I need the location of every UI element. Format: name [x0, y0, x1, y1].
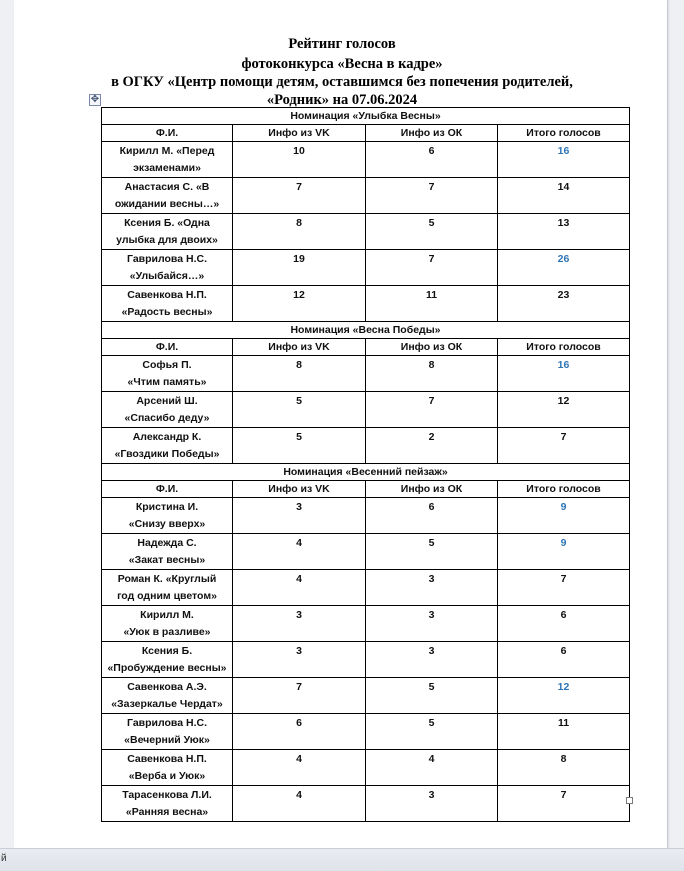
- participant-cell: [102, 392, 233, 428]
- table-move-handle-icon[interactable]: ✥: [90, 94, 100, 105]
- table-row: [102, 286, 630, 322]
- participant-name: Савенкова А.Э.: [127, 681, 207, 693]
- title-line-2: фотоконкурса «Весна в кадре»: [241, 56, 443, 72]
- ok-votes-cell: 2: [366, 428, 498, 464]
- photo-title: «Радость весны»: [121, 306, 213, 318]
- table-row: [102, 678, 630, 714]
- photo-title: «Вечерний Уюк»: [124, 734, 210, 746]
- ok-votes-cell: 7: [366, 178, 498, 214]
- participant-cell: [102, 356, 233, 392]
- table-row: [102, 250, 630, 286]
- table-row: [102, 142, 630, 178]
- participant-cell: [102, 428, 233, 464]
- table-resize-handle-icon[interactable]: [626, 797, 633, 804]
- table-row: [102, 642, 630, 678]
- total-votes-cell: 23: [498, 286, 630, 322]
- ok-votes-cell: 3: [366, 642, 498, 678]
- section-title: Номинация «Улыбка Весны»: [102, 108, 630, 125]
- participant-name: Кирилл М. «Перед: [119, 145, 215, 157]
- table-row: [102, 356, 630, 392]
- vk-votes-cell: 5: [233, 428, 366, 464]
- total-votes-cell: 11: [498, 714, 630, 750]
- vk-votes-cell: 8: [233, 214, 366, 250]
- vk-votes-cell: 12: [233, 286, 366, 322]
- table-row: [102, 750, 630, 786]
- table-row: [102, 534, 630, 570]
- participant-cell: [102, 642, 233, 678]
- table-row: [102, 214, 630, 250]
- header-total: Итого голосов: [498, 339, 630, 356]
- total-votes-cell: 9: [498, 498, 630, 534]
- ok-votes-cell: 4: [366, 750, 498, 786]
- photo-title: экзаменами»: [133, 162, 201, 174]
- vk-votes-cell: 8: [233, 356, 366, 392]
- participant-name: Арсений Ш.: [136, 395, 198, 407]
- ok-votes-cell: 5: [366, 714, 498, 750]
- section-header-row: [102, 464, 630, 481]
- vk-votes-cell: 4: [233, 750, 366, 786]
- ok-votes-cell: 5: [366, 534, 498, 570]
- total-votes-cell: 16: [498, 142, 630, 178]
- total-votes-cell: 16: [498, 356, 630, 392]
- section-header-row: [102, 322, 630, 339]
- table-row: [102, 178, 630, 214]
- table-row: [102, 786, 630, 822]
- photo-title: «Гвоздики Победы»: [114, 448, 220, 460]
- ok-votes-cell: 11: [366, 286, 498, 322]
- photo-title: «Уюк в разливе»: [123, 626, 211, 638]
- header-vk: Инфо из VK: [233, 339, 366, 356]
- total-votes-cell: 8: [498, 750, 630, 786]
- participant-name: Гаврилова Н.С.: [127, 717, 207, 729]
- title-line-1: Рейтинг голосов: [288, 36, 396, 52]
- table-row: [102, 428, 630, 464]
- vk-votes-cell: 4: [233, 534, 366, 570]
- participant-cell: [102, 678, 233, 714]
- participant-cell: [102, 142, 233, 178]
- column-header-row: [102, 481, 630, 498]
- ok-votes-cell: 6: [366, 142, 498, 178]
- vk-votes-cell: 10: [233, 142, 366, 178]
- participant-name: Савенкова Н.П.: [127, 753, 207, 765]
- ok-votes-cell: 7: [366, 392, 498, 428]
- participant-cell: [102, 714, 233, 750]
- participant-name: Роман К. «Круглый: [117, 573, 217, 585]
- photo-title: год одним цветом»: [117, 590, 217, 602]
- photo-title: «Верба и Уюк»: [128, 770, 206, 782]
- table-row: [102, 570, 630, 606]
- ok-votes-cell: 3: [366, 570, 498, 606]
- participant-cell: [102, 606, 233, 642]
- column-header-row: [102, 125, 630, 142]
- title-line-3: в ОГКУ «Центр помощи детям, оставшимся без попечения родителей,: [111, 74, 573, 90]
- vk-votes-cell: 3: [233, 606, 366, 642]
- photo-title: «Ранняя весна»: [125, 806, 209, 818]
- photo-title: «Улыбайся…»: [129, 270, 205, 282]
- photo-title: «Спасибо деду»: [124, 412, 210, 424]
- section-title: Номинация «Весенний пейзаж»: [102, 464, 630, 481]
- header-ok: Инфо из ОК: [366, 481, 498, 498]
- vk-votes-cell: 7: [233, 178, 366, 214]
- total-votes-cell: 12: [498, 678, 630, 714]
- total-votes-cell: 6: [498, 606, 630, 642]
- header-ok: Инфо из ОК: [366, 125, 498, 142]
- table-row: [102, 606, 630, 642]
- total-votes-cell: 14: [498, 178, 630, 214]
- total-votes-cell: 13: [498, 214, 630, 250]
- vk-votes-cell: 4: [233, 786, 366, 822]
- header-name: Ф.И.: [102, 125, 233, 142]
- participant-cell: [102, 498, 233, 534]
- ok-votes-cell: 5: [366, 214, 498, 250]
- total-votes-cell: 7: [498, 786, 630, 822]
- header-ok: Инфо из ОК: [366, 339, 498, 356]
- participant-name: Софья П.: [142, 359, 192, 371]
- status-bar-text: й: [1, 853, 7, 864]
- ok-votes-cell: 6: [366, 498, 498, 534]
- photo-title: «Снизу вверх»: [128, 518, 206, 530]
- total-votes-cell: 9: [498, 534, 630, 570]
- participant-cell: [102, 570, 233, 606]
- title-line-4: «Родник» на 07.06.2024: [266, 92, 418, 108]
- header-vk: Инфо из VK: [233, 481, 366, 498]
- votes-table: [101, 107, 630, 822]
- photo-title: «Пробуждение весны»: [107, 662, 227, 674]
- vk-votes-cell: 7: [233, 678, 366, 714]
- header-name: Ф.И.: [102, 481, 233, 498]
- participant-name: Анастасия С. «В: [124, 181, 210, 193]
- table-row: [102, 498, 630, 534]
- header-total: Итого голосов: [498, 481, 630, 498]
- participant-name: Ксения Б. «Одна: [124, 217, 210, 229]
- participant-name: Ксения Б.: [141, 645, 193, 657]
- participant-cell: [102, 286, 233, 322]
- vk-votes-cell: 3: [233, 498, 366, 534]
- header-total: Итого голосов: [498, 125, 630, 142]
- ok-votes-cell: 5: [366, 678, 498, 714]
- participant-cell: [102, 214, 233, 250]
- participant-name: Гаврилова Н.С.: [127, 253, 207, 265]
- total-votes-cell: 12: [498, 392, 630, 428]
- total-votes-cell: 7: [498, 428, 630, 464]
- participant-cell: [102, 786, 233, 822]
- photo-title: «Зазеркалье Чердат»: [111, 698, 223, 710]
- table-row: [102, 392, 630, 428]
- participant-name: Кирилл М.: [140, 609, 194, 621]
- section-title: Номинация «Весна Победы»: [102, 322, 630, 339]
- participant-cell: [102, 750, 233, 786]
- column-header-row: [102, 339, 630, 356]
- vk-votes-cell: 3: [233, 642, 366, 678]
- total-votes-cell: 7: [498, 570, 630, 606]
- ok-votes-cell: 8: [366, 356, 498, 392]
- vertical-scroll-rail[interactable]: [671, 0, 684, 848]
- participant-cell: [102, 250, 233, 286]
- photo-title: «Закат весны»: [128, 554, 206, 566]
- photo-title: улыбка для двоих»: [116, 234, 218, 246]
- section-header-row: [102, 108, 630, 125]
- ok-votes-cell: 3: [366, 606, 498, 642]
- table-row: [102, 714, 630, 750]
- total-votes-cell: 26: [498, 250, 630, 286]
- participant-name: Кристина И.: [135, 501, 199, 513]
- participant-name: Александр К.: [132, 431, 202, 443]
- total-votes-cell: 6: [498, 642, 630, 678]
- header-vk: Инфо из VK: [233, 125, 366, 142]
- vk-votes-cell: 4: [233, 570, 366, 606]
- participant-cell: [102, 178, 233, 214]
- ok-votes-cell: 7: [366, 250, 498, 286]
- participant-name: Савенкова Н.П.: [127, 289, 207, 301]
- participant-name: Тарасенкова Л.И.: [122, 789, 212, 801]
- photo-title: «Чтим память»: [127, 376, 207, 388]
- photo-title: ожидании весны…»: [114, 198, 220, 210]
- vk-votes-cell: 6: [233, 714, 366, 750]
- participant-name: Надежда С.: [137, 537, 197, 549]
- vk-votes-cell: 5: [233, 392, 366, 428]
- status-bar: [0, 848, 684, 871]
- participant-cell: [102, 534, 233, 570]
- header-name: Ф.И.: [102, 339, 233, 356]
- ok-votes-cell: 3: [366, 786, 498, 822]
- vk-votes-cell: 19: [233, 250, 366, 286]
